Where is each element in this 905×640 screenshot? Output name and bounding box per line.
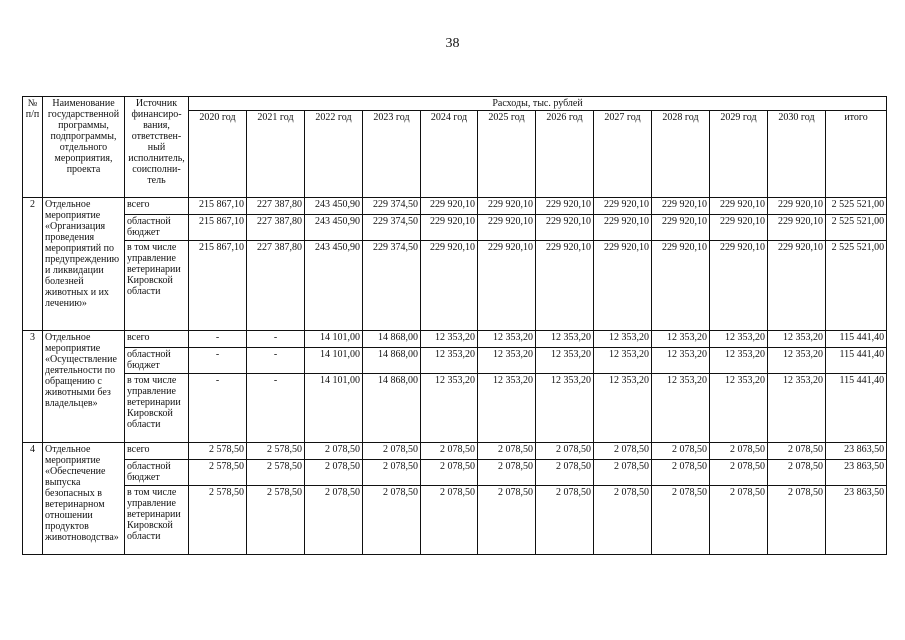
header-year: 2024 год (421, 111, 478, 198)
amount-cell: - (247, 348, 305, 374)
amount-cell: - (189, 331, 247, 348)
amount-cell: 229 920,10 (652, 215, 710, 241)
amount-cell: - (189, 348, 247, 374)
amount-cell: 12 353,20 (536, 331, 594, 348)
total-cell: 23 863,50 (826, 460, 887, 486)
amount-cell: 2 078,50 (594, 486, 652, 555)
amount-cell: 229 920,10 (478, 198, 536, 215)
amount-cell: 2 578,50 (189, 486, 247, 555)
amount-cell: 215 867,10 (189, 198, 247, 215)
amount-cell: 2 078,50 (478, 460, 536, 486)
amount-cell: 229 920,10 (421, 241, 478, 331)
funding-source: областной бюджет (125, 460, 189, 486)
total-cell: 2 525 521,00 (826, 241, 887, 331)
amount-cell: 229 920,10 (594, 198, 652, 215)
header-year: 2022 год (305, 111, 363, 198)
amount-cell: 229 920,10 (594, 241, 652, 331)
amount-cell: 229 920,10 (768, 241, 826, 331)
amount-cell: 12 353,20 (652, 348, 710, 374)
amount-cell: 229 374,50 (363, 198, 421, 215)
amount-cell: 12 353,20 (652, 331, 710, 348)
amount-cell: 14 101,00 (305, 374, 363, 443)
amount-cell: 12 353,20 (421, 348, 478, 374)
amount-cell: 12 353,20 (594, 374, 652, 443)
amount-cell: 229 920,10 (652, 198, 710, 215)
header-year: 2029 год (710, 111, 768, 198)
amount-cell: 12 353,20 (652, 374, 710, 443)
table-body (23, 198, 887, 555)
amount-cell: 14 101,00 (305, 331, 363, 348)
amount-cell: 2 078,50 (710, 443, 768, 460)
header-total: итого (826, 111, 887, 198)
amount-cell: 229 920,10 (421, 215, 478, 241)
table-row (23, 198, 887, 215)
amount-cell: 229 920,10 (710, 241, 768, 331)
amount-cell: 229 920,10 (478, 241, 536, 331)
table-row (23, 348, 887, 374)
amount-cell: 2 078,50 (305, 443, 363, 460)
amount-cell: 2 078,50 (710, 460, 768, 486)
amount-cell: - (247, 374, 305, 443)
amount-cell: 2 078,50 (305, 486, 363, 555)
amount-cell: 2 078,50 (652, 460, 710, 486)
amount-cell: 2 078,50 (421, 486, 478, 555)
amount-cell: 2 078,50 (536, 486, 594, 555)
amount-cell: 12 353,20 (421, 331, 478, 348)
amount-cell: 14 101,00 (305, 348, 363, 374)
total-cell: 115 441,40 (826, 331, 887, 348)
table-row (23, 241, 887, 331)
amount-cell: 12 353,20 (478, 348, 536, 374)
amount-cell: 2 078,50 (536, 460, 594, 486)
header-no: № п/п (23, 97, 43, 198)
amount-cell: 2 078,50 (478, 443, 536, 460)
header-year: 2027 год (594, 111, 652, 198)
total-cell: 23 863,50 (826, 486, 887, 555)
amount-cell: 2 578,50 (189, 443, 247, 460)
amount-cell: 227 387,80 (247, 241, 305, 331)
header-year: 2030 год (768, 111, 826, 198)
amount-cell: 229 920,10 (478, 215, 536, 241)
table-row (23, 460, 887, 486)
header-year: 2028 год (652, 111, 710, 198)
measure-name: Отдельное мероприятие «Организация проведения мероприятий по предупреждению и ликвидации болезней животных и их лечению» (43, 198, 125, 331)
amount-cell: 2 078,50 (710, 486, 768, 555)
amount-cell: 243 450,90 (305, 241, 363, 331)
total-cell: 115 441,40 (826, 348, 887, 374)
amount-cell: 2 078,50 (363, 460, 421, 486)
amount-cell: 12 353,20 (710, 331, 768, 348)
amount-cell: 12 353,20 (594, 348, 652, 374)
funding-source: всего (125, 198, 189, 215)
amount-cell: 12 353,20 (421, 374, 478, 443)
row-number: 4 (23, 443, 43, 555)
amount-cell: 2 078,50 (768, 460, 826, 486)
amount-cell: 2 578,50 (247, 443, 305, 460)
amount-cell: 243 450,90 (305, 215, 363, 241)
amount-cell: 12 353,20 (536, 374, 594, 443)
amount-cell: 2 078,50 (478, 486, 536, 555)
amount-cell: 2 578,50 (247, 460, 305, 486)
header-year: 2023 год (363, 111, 421, 198)
total-cell: 2 525 521,00 (826, 215, 887, 241)
amount-cell: - (189, 374, 247, 443)
funding-source: в том числе управление ветеринарии Кировской области (125, 374, 189, 443)
header-year: 2021 год (247, 111, 305, 198)
table-row (23, 443, 887, 460)
amount-cell: 2 078,50 (363, 443, 421, 460)
amount-cell: 12 353,20 (536, 348, 594, 374)
amount-cell: - (247, 331, 305, 348)
amount-cell: 12 353,20 (594, 331, 652, 348)
amount-cell: 12 353,20 (478, 331, 536, 348)
amount-cell: 2 578,50 (247, 486, 305, 555)
funding-source: всего (125, 443, 189, 460)
table-row (23, 215, 887, 241)
header-source: Источник финансиро-вания, ответствен-ный исполнитель, соисполни-тель (125, 97, 189, 198)
table-row (23, 331, 887, 348)
amount-cell: 229 920,10 (768, 215, 826, 241)
amount-cell: 2 578,50 (189, 460, 247, 486)
row-number: 3 (23, 331, 43, 443)
measure-name: Отдельное мероприятие «Осуществление деятельности по обращению с животными без владельцев» (43, 331, 125, 443)
amount-cell: 12 353,20 (710, 374, 768, 443)
amount-cell: 2 078,50 (363, 486, 421, 555)
funding-source: в том числе управление ветеринарии Кировской области (125, 241, 189, 331)
amount-cell: 12 353,20 (710, 348, 768, 374)
amount-cell: 229 920,10 (536, 198, 594, 215)
total-cell: 23 863,50 (826, 443, 887, 460)
amount-cell: 243 450,90 (305, 198, 363, 215)
measure-name: Отдельное мероприятие «Обеспечение выпуска безопасных в ветеринарном отношении продуктов животноводства» (43, 443, 125, 555)
amount-cell: 215 867,10 (189, 215, 247, 241)
header-year: 2020 год (189, 111, 247, 198)
header-name: Наименование государственной программы, подпрограммы, отдельного мероприятия, проекта (43, 97, 125, 198)
amount-cell: 2 078,50 (536, 443, 594, 460)
amount-cell: 12 353,20 (478, 374, 536, 443)
amount-cell: 229 920,10 (421, 198, 478, 215)
funding-source: областной бюджет (125, 215, 189, 241)
amount-cell: 12 353,20 (768, 331, 826, 348)
page-number: 38 (445, 36, 460, 51)
amount-cell: 227 387,80 (247, 215, 305, 241)
amount-cell: 229 374,50 (363, 215, 421, 241)
amount-cell: 14 868,00 (363, 348, 421, 374)
amount-cell: 12 353,20 (768, 348, 826, 374)
amount-cell: 229 920,10 (652, 241, 710, 331)
amount-cell: 215 867,10 (189, 241, 247, 331)
amount-cell: 2 078,50 (652, 443, 710, 460)
amount-cell: 2 078,50 (768, 443, 826, 460)
total-cell: 115 441,40 (826, 374, 887, 443)
table-row (23, 486, 887, 555)
amount-cell: 229 374,50 (363, 241, 421, 331)
amount-cell: 229 920,10 (768, 198, 826, 215)
header-year: 2025 год (478, 111, 536, 198)
amount-cell: 2 078,50 (594, 460, 652, 486)
amount-cell: 12 353,20 (768, 374, 826, 443)
amount-cell: 14 868,00 (363, 331, 421, 348)
header-year: 2026 год (536, 111, 594, 198)
amount-cell: 2 078,50 (652, 486, 710, 555)
funding-source: в том числе управление ветеринарии Кировской области (125, 486, 189, 555)
amount-cell: 229 920,10 (710, 198, 768, 215)
amount-cell: 2 078,50 (594, 443, 652, 460)
funding-source: всего (125, 331, 189, 348)
row-number: 2 (23, 198, 43, 331)
amount-cell: 2 078,50 (305, 460, 363, 486)
amount-cell: 229 920,10 (710, 215, 768, 241)
funding-source: областной бюджет (125, 348, 189, 374)
budget-table (22, 96, 887, 555)
amount-cell: 227 387,80 (247, 198, 305, 215)
amount-cell: 229 920,10 (536, 215, 594, 241)
amount-cell: 2 078,50 (768, 486, 826, 555)
amount-cell: 229 920,10 (536, 241, 594, 331)
total-cell: 2 525 521,00 (826, 198, 887, 215)
header-expenses: Расходы, тыс. рублей (189, 97, 887, 111)
amount-cell: 2 078,50 (421, 460, 478, 486)
table-row (23, 374, 887, 443)
amount-cell: 14 868,00 (363, 374, 421, 443)
amount-cell: 2 078,50 (421, 443, 478, 460)
amount-cell: 229 920,10 (594, 215, 652, 241)
